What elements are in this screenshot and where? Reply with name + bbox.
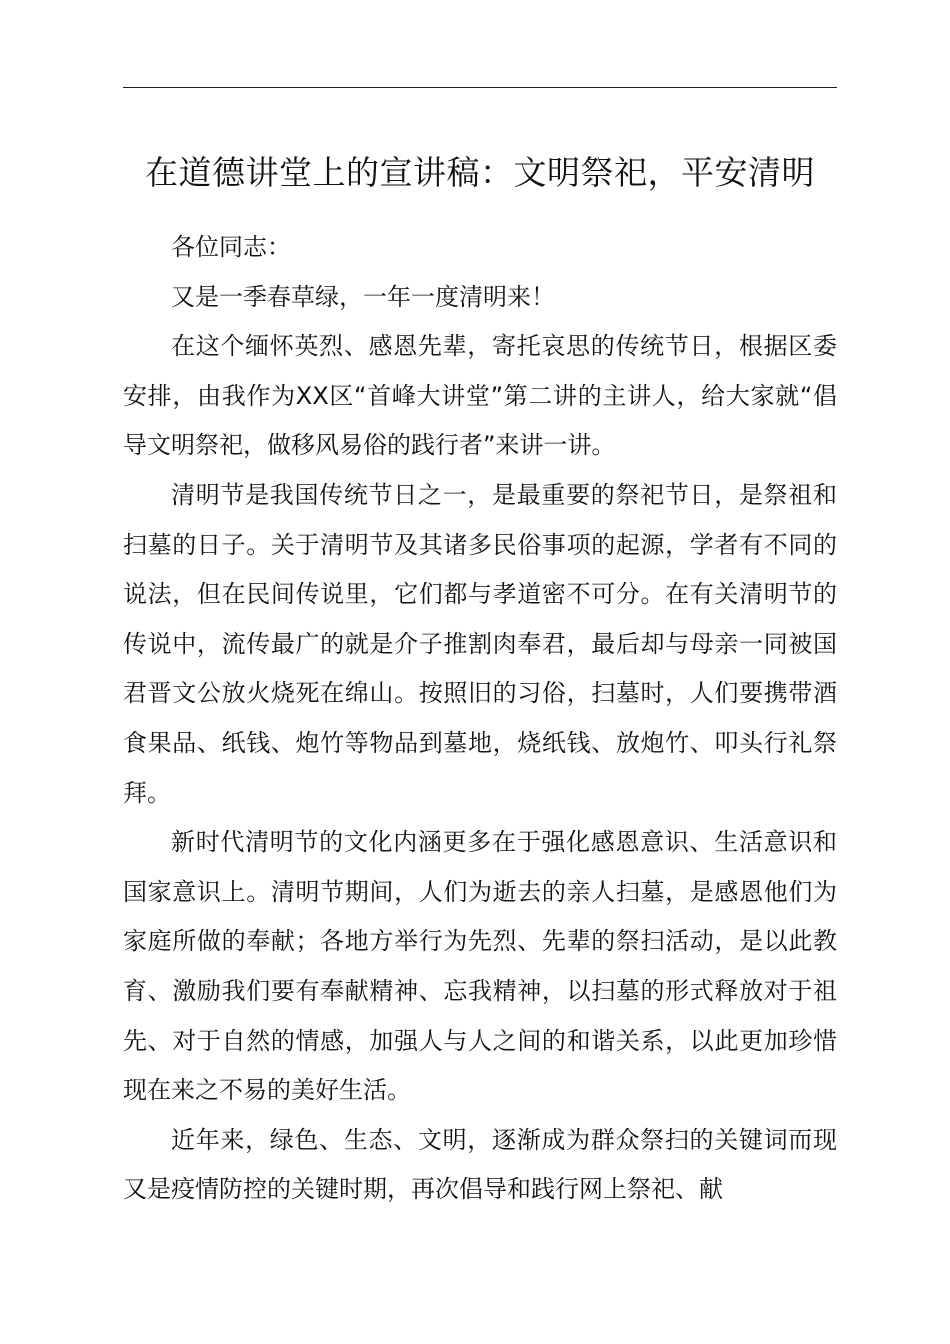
paragraph-new-era: 新时代清明节的文化内涵更多在于强化感恩意识、生活意识和国家意识上。清明节期间，人们为逝去的亲人扫墓，是感恩他们为家庭所做的奉献；各地方举行为先烈、先辈的祭扫活动，是以此教育、激励我们要有奉献精神、忘我精神，以扫墓的形式释放对于祖先、对于自然的情感，加强人与人之间的和谐关系，以此更加珍惜现在来之不易的美好生活。: [123, 828, 837, 1105]
header-rule: [123, 87, 837, 88]
document-title: 在道德讲堂上的宣讲稿：文明祭祀，平安清明: [145, 153, 815, 192]
paragraph-introduction: 在这个缅怀英烈、感恩先辈，寄托哀思的传统节日，根据区委安排，由我作为XX区“首峰大讲堂”第二讲的主讲人，给大家就“倡导文明祭祀，做移风易俗的践行者”来讲一讲。: [123, 332, 837, 460]
paragraph-recent-years: 近年来，绿色、生态、文明，逐渐成为群众祭扫的关键词而现又是疫情防控的关键时期，再次倡导和践行网上祭祀、献: [123, 1125, 837, 1204]
paragraph-salutation: 各位同志：: [171, 233, 291, 261]
paragraph-opening: 又是一季春草绿，一年一度清明来！: [171, 282, 555, 311]
paragraph-origin: 清明节是我国传统节日之一，是最重要的祭祀节日，是祭祖和扫墓的日子。关于清明节及其诸多民俗事项的起源，学者有不同的说法，但在民间传说里，它们都与孝道密不可分。在有关清明节的传说中，流传最广的就是介子推割肉奉君，最后却与母亲一同被国君晋文公放火烧死在绵山。按照旧的习俗，扫墓时，人们要携带酒食果品、纸钱、炮竹等物品到墓地，烧纸钱、放炮竹、叩头行礼祭拜。: [123, 480, 837, 807]
document-body: [123, 223, 837, 1215]
